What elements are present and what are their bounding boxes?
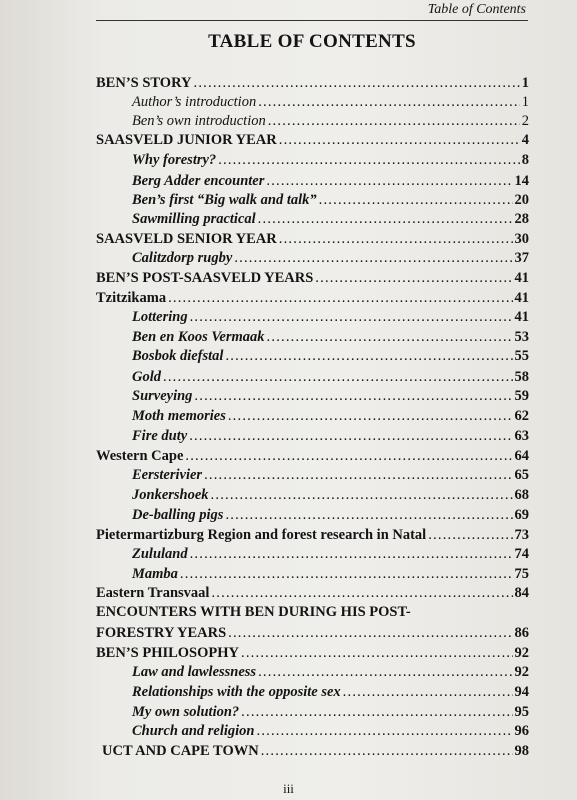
toc-entry-label: My own solution?: [132, 704, 240, 720]
leader-dots: [279, 230, 513, 249]
toc-entry-page: 4: [521, 132, 529, 148]
toc-entry-label: Calitzdorp rugby: [132, 250, 233, 266]
toc-entry[interactable]: [132, 151, 529, 170]
leader-dots: [190, 308, 513, 327]
leader-dots: [258, 663, 512, 682]
toc-entry[interactable]: [102, 742, 529, 761]
toc-entry[interactable]: [132, 407, 529, 426]
toc-entry-page: 96: [514, 723, 529, 739]
toc-entry-label: Zululand: [132, 546, 188, 562]
leader-dots: [315, 269, 512, 288]
leader-dots: [194, 387, 512, 406]
leader-dots: [190, 545, 513, 564]
leader-dots: [261, 742, 513, 761]
leader-dots: [228, 624, 512, 643]
toc-entry-page: 1: [521, 94, 529, 110]
toc-entry-label: UCT AND CAPE TOWN: [102, 743, 259, 759]
toc-entry-page: 75: [514, 566, 529, 582]
toc-entry[interactable]: [132, 466, 529, 485]
toc-entry-label: Why forestry?: [132, 152, 217, 168]
toc-entry[interactable]: [96, 644, 529, 663]
toc-entry-label: Mamba: [132, 566, 178, 582]
leader-dots: [211, 486, 513, 505]
leader-dots: [189, 427, 512, 446]
leader-dots: [266, 172, 512, 191]
toc-entry[interactable]: [132, 210, 529, 229]
leader-dots: [258, 93, 520, 112]
toc-entry-label: Church and religion: [132, 723, 255, 739]
toc-entry-label: Ben’s first “Big walk and talk”: [132, 192, 317, 208]
toc-entry-label: SAASVELD SENIOR YEAR: [96, 231, 277, 247]
toc-entry[interactable]: [132, 506, 529, 525]
toc-entry-label: Sawmilling practical: [132, 211, 256, 227]
leader-dots: [241, 703, 512, 722]
leader-dots: [343, 683, 513, 702]
toc-entry-label: SAASVELD JUNIOR YEAR: [96, 132, 277, 148]
leader-dots: [241, 644, 512, 663]
leader-dots: [267, 328, 513, 347]
toc-entry-page: 92: [514, 664, 529, 680]
leader-dots: [225, 506, 512, 525]
toc-entry[interactable]: [132, 93, 529, 112]
toc-entry[interactable]: [132, 387, 529, 406]
toc-entry-label: Fire duty: [132, 428, 188, 444]
leader-dots: [180, 565, 513, 584]
toc-entry-page: 55: [514, 348, 529, 364]
leader-dots: [428, 526, 512, 545]
leader-dots: [228, 407, 513, 426]
toc-entry-page: 63: [514, 428, 529, 444]
toc-entry-label: Relationships with the opposite sex: [132, 684, 341, 700]
toc-entry-label: Western Cape: [96, 448, 184, 464]
leader-dots: [225, 347, 512, 366]
toc-entry-page: 1: [521, 75, 529, 91]
toc-entry[interactable]: [132, 191, 529, 210]
toc-entry[interactable]: [96, 584, 529, 603]
toc-entry-heading: [96, 603, 529, 622]
leader-dots: [185, 447, 512, 466]
toc-entry[interactable]: [132, 486, 529, 505]
toc-entry[interactable]: [132, 565, 529, 584]
toc-entry[interactable]: [96, 447, 529, 466]
leader-dots: [319, 191, 513, 210]
toc-entry[interactable]: [132, 328, 529, 347]
toc-entry-page: 65: [514, 467, 529, 483]
toc-entry-page: 30: [514, 231, 529, 247]
toc-entry-page: 92: [514, 645, 529, 661]
toc-entry[interactable]: [96, 269, 529, 288]
toc-entry-label: Eastern Transvaal: [96, 585, 210, 601]
leader-dots: [268, 112, 520, 131]
toc-entry[interactable]: [96, 289, 529, 308]
toc-entry-page: 59: [514, 388, 529, 404]
toc-entry-label: ENCOUNTERS WITH BEN DURING HIS POST-: [96, 604, 411, 620]
toc-entry[interactable]: [132, 722, 529, 741]
toc-entry-page: 41: [514, 290, 529, 306]
leader-dots: [279, 131, 520, 150]
toc-entry-label: Tzitzikama: [96, 290, 167, 306]
leader-dots: [194, 74, 520, 93]
toc-entry[interactable]: [96, 230, 529, 249]
leader-dots: [234, 249, 512, 268]
toc-entry[interactable]: [132, 172, 529, 191]
toc-entry-page: 20: [514, 192, 529, 208]
toc-entry[interactable]: [96, 131, 529, 150]
toc-entry-label: Surveying: [132, 388, 193, 404]
toc-entry-label: Bosbok diefstal: [132, 348, 224, 364]
toc-entry-page: 64: [514, 448, 529, 464]
toc-entry-page: 8: [521, 152, 529, 168]
toc-entry-page: 95: [514, 704, 529, 720]
toc-entry-page: 62: [514, 408, 529, 424]
toc-entry-page: 2: [521, 113, 529, 129]
toc-entry-page: 28: [514, 211, 529, 227]
toc-entry[interactable]: [132, 545, 529, 564]
toc-entry[interactable]: [96, 624, 529, 643]
leader-dots: [257, 722, 513, 741]
toc-entry-page: 41: [514, 270, 529, 286]
toc-entry-page: 74: [514, 546, 529, 562]
toc-entry-page: 14: [514, 173, 529, 189]
leader-dots: [163, 368, 513, 387]
toc-entry-label: Jonkershoek: [132, 487, 209, 503]
toc-entry[interactable]: [132, 703, 529, 722]
toc-entry-page: 94: [514, 684, 529, 700]
toc-entry-page: 41: [514, 309, 529, 325]
toc-entry-label: BEN’S PHILOSOPHY: [96, 645, 240, 661]
toc-entry[interactable]: [132, 112, 529, 131]
running-head: Table of Contents: [427, 2, 526, 17]
toc-entry-label: Law and lawlessness: [132, 664, 257, 680]
toc-entry-label: Pietermartizburg Region and forest research in Natal: [96, 527, 427, 543]
toc-entry-label: BEN’S POST-SAASVELD YEARS: [96, 270, 314, 286]
toc-entry[interactable]: [132, 683, 529, 702]
toc-entry-label: Gold: [132, 369, 161, 385]
toc-entry-label: FORESTRY YEARS: [96, 625, 227, 641]
toc-entry[interactable]: [132, 663, 529, 682]
toc-entry-page: 53: [514, 329, 529, 345]
toc-entry-page: 98: [514, 743, 529, 759]
toc-entry-label: Moth memories: [132, 408, 226, 424]
toc-entry[interactable]: [132, 308, 529, 327]
toc-entry[interactable]: [132, 427, 529, 446]
toc-entry-label: Author’s introduction: [132, 94, 257, 110]
page-number: iii: [283, 781, 294, 796]
toc-entry-page: 58: [514, 369, 529, 385]
toc-entry-label: Lottering: [132, 309, 188, 325]
toc-entry-page: 69: [514, 507, 529, 523]
toc-entry-label: BEN’S STORY: [96, 75, 192, 91]
toc-entry[interactable]: [132, 347, 529, 366]
toc-entry-page: 68: [514, 487, 529, 503]
leader-dots: [211, 584, 512, 603]
toc-entry-label: Berg Adder encounter: [132, 173, 265, 189]
toc-entry[interactable]: [132, 368, 529, 387]
toc-entry-label: Ben en Koos Vermaak: [132, 329, 265, 345]
toc-entry-label: Ben’s own introduction: [132, 113, 266, 129]
toc-entry-page: 84: [514, 585, 529, 601]
leader-dots: [204, 466, 512, 485]
toc-entry[interactable]: [96, 74, 529, 93]
toc-entry-page: 86: [514, 625, 529, 641]
leader-dots: [218, 151, 520, 170]
toc-entry-page: 37: [514, 250, 529, 266]
toc-entry[interactable]: [96, 526, 529, 545]
toc-entry-page: 73: [514, 527, 529, 543]
toc-entry[interactable]: [132, 249, 529, 268]
page-title: TABLE OF CONTENTS: [208, 31, 416, 52]
leader-dots: [258, 210, 513, 229]
toc-entry-label: De-balling pigs: [132, 507, 224, 523]
toc-entry-label: Eersterivier: [132, 467, 203, 483]
leader-dots: [168, 289, 512, 308]
